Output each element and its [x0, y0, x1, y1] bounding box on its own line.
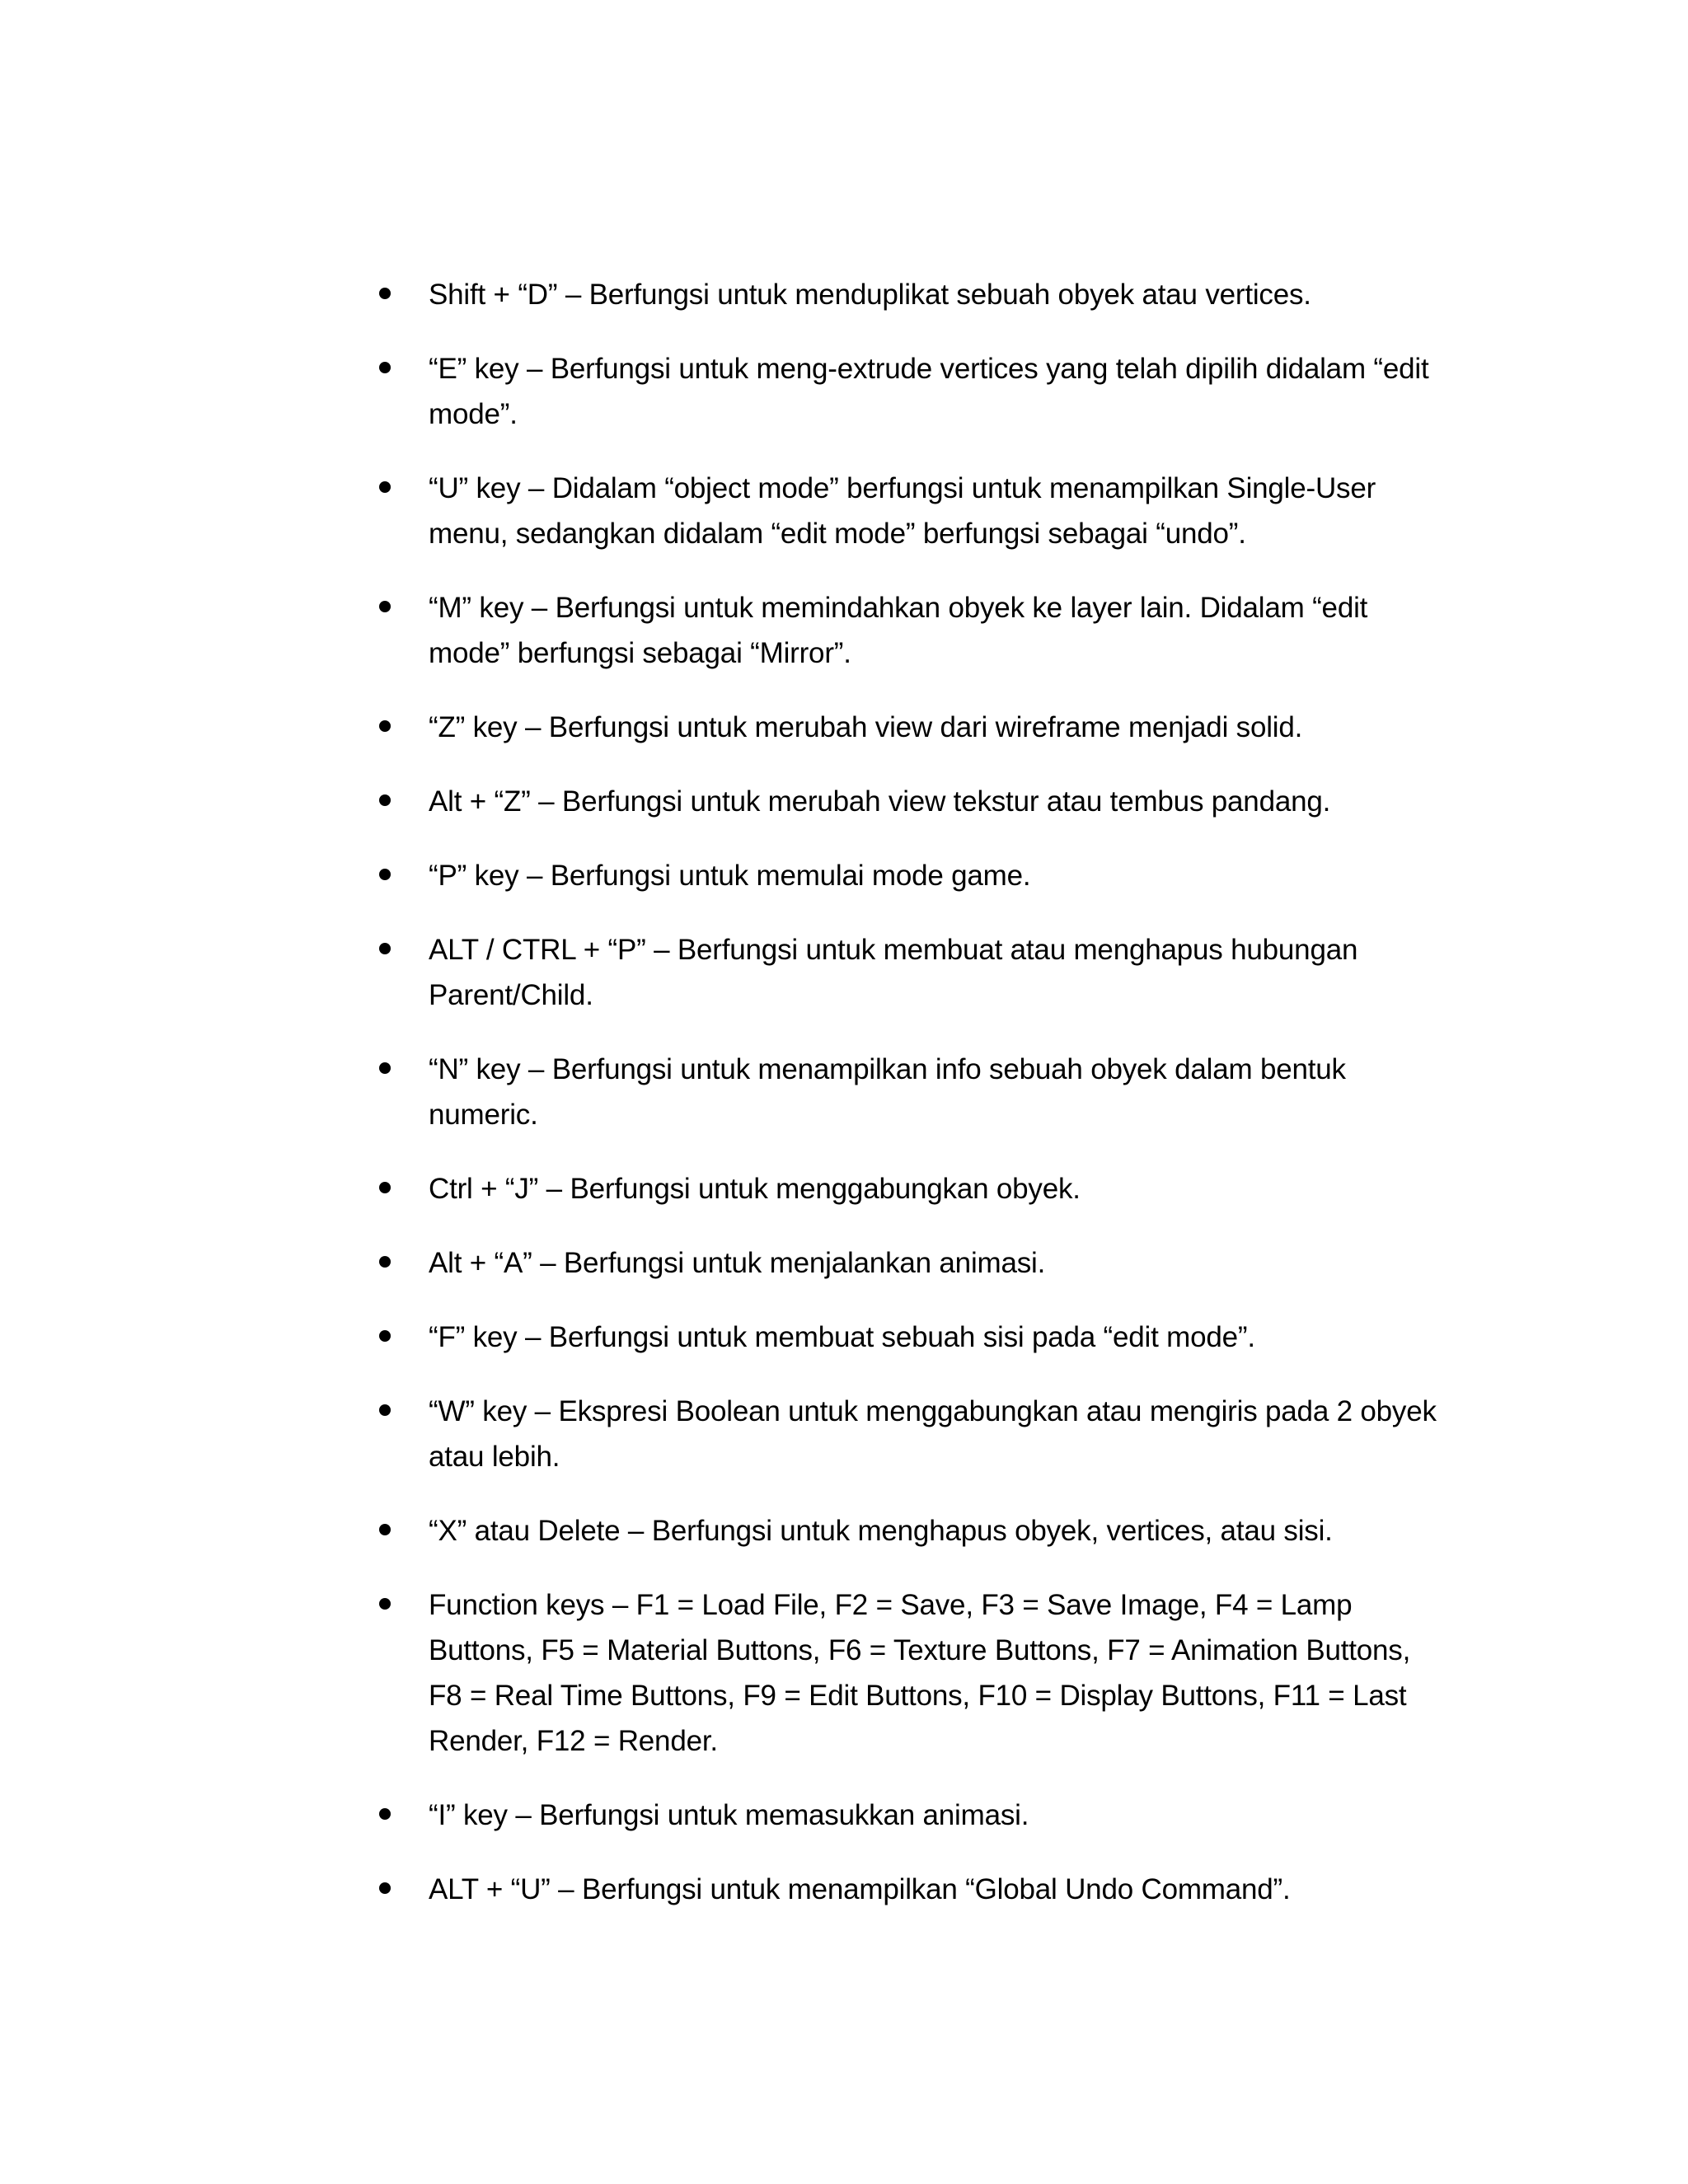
bullet-icon	[379, 1598, 391, 1610]
list-item-p-key	[379, 853, 1442, 898]
bullet-icon	[379, 720, 391, 732]
list-item-text: “X” atau Delete – Berfungsi untuk menghapus obyek, vertices, atau sisi.	[429, 1515, 1333, 1547]
list-item-alt-ctrl-p	[379, 927, 1442, 1018]
list-item-n-key	[379, 1047, 1442, 1137]
shortcut-bullet-list	[379, 272, 1442, 1941]
list-item-ctrl-j	[379, 1166, 1442, 1212]
list-item-x-delete	[379, 1508, 1442, 1554]
list-item-text: “W” key – Ekspresi Boolean untuk menggabungkan atau mengiris pada 2 obyek atau lebih.	[429, 1395, 1437, 1473]
list-item-text: “I” key – Berfungsi untuk memasukkan animasi.	[429, 1799, 1029, 1831]
bullet-icon	[379, 943, 391, 954]
list-item-alt-a	[379, 1240, 1442, 1286]
list-item-text: ALT / CTRL + “P” – Berfungsi untuk membuat atau menghapus hubungan Parent/Child.	[429, 934, 1358, 1011]
list-item-text: Alt + “A” – Berfungsi untuk menjalankan animasi.	[429, 1247, 1046, 1279]
bullet-icon	[379, 481, 391, 493]
bullet-icon	[379, 794, 391, 806]
bullet-icon	[379, 288, 391, 299]
bullet-icon	[379, 1330, 391, 1342]
list-item-alt-z	[379, 779, 1442, 824]
bullet-icon	[379, 1524, 391, 1535]
list-item-text: “F” key – Berfungsi untuk membuat sebuah sisi pada “edit mode”.	[429, 1321, 1255, 1353]
bullet-icon	[379, 1882, 391, 1894]
list-item-f-key	[379, 1315, 1442, 1360]
list-item-shift-d	[379, 272, 1442, 317]
bullet-icon	[379, 1808, 391, 1820]
bullet-icon	[379, 601, 391, 612]
list-item-e-key	[379, 346, 1442, 437]
list-item-text: “Z” key – Berfungsi untuk merubah view dari wireframe menjadi solid.	[429, 711, 1303, 743]
list-item-text: “E” key – Berfungsi untuk meng-extrude vertices yang telah dipilih didalam “edit mode”.	[429, 353, 1429, 430]
list-item-m-key	[379, 585, 1442, 676]
list-item-u-key	[379, 466, 1442, 556]
list-item-z-key	[379, 705, 1442, 750]
bullet-icon	[379, 362, 391, 373]
bullet-icon	[379, 1182, 391, 1193]
bullet-icon	[379, 1256, 391, 1268]
list-item-i-key	[379, 1793, 1442, 1838]
list-item-text: Ctrl + “J” – Berfungsi untuk menggabungkan obyek.	[429, 1173, 1081, 1205]
list-item-w-key	[379, 1389, 1442, 1479]
list-item-text: ALT + “U” – Berfungsi untuk menampilkan “Global Undo Command”.	[429, 1873, 1291, 1905]
list-item-text: Function keys – F1 = Load File, F2 = Save, F3 = Save Image, F4 = Lamp Buttons, F5 = Material Buttons, F6 = Texture Buttons, F7 = Animation Buttons, F8 = Real Time Buttons, F9 = Edit Buttons, F10 = Display Buttons, F11 = Last Render, F12 = Render.	[429, 1589, 1411, 1757]
list-item-text: Alt + “Z” – Berfungsi untuk merubah view tekstur atau tembus pandang.	[429, 785, 1331, 818]
list-item-function-keys	[379, 1582, 1442, 1764]
bullet-icon	[379, 1404, 391, 1416]
bullet-icon	[379, 1062, 391, 1074]
bullet-icon	[379, 869, 391, 880]
list-item-text: “N” key – Berfungsi untuk menampilkan info sebuah obyek dalam bentuk numeric.	[429, 1053, 1346, 1131]
list-item-alt-u	[379, 1867, 1442, 1912]
list-item-text: “P” key – Berfungsi untuk memulai mode game.	[429, 860, 1031, 892]
list-item-text: Shift + “D” – Berfungsi untuk menduplikat sebuah obyek atau vertices.	[429, 279, 1311, 311]
list-item-text: “U” key – Didalam “object mode” berfungsi untuk menampilkan Single-User menu, sedangkan didalam “edit mode” berfungsi sebagai “undo”.	[429, 472, 1376, 550]
list-item-text: “M” key – Berfungsi untuk memindahkan obyek ke layer lain. Didalam “edit mode” berfungsi sebagai “Mirror”.	[429, 592, 1368, 669]
